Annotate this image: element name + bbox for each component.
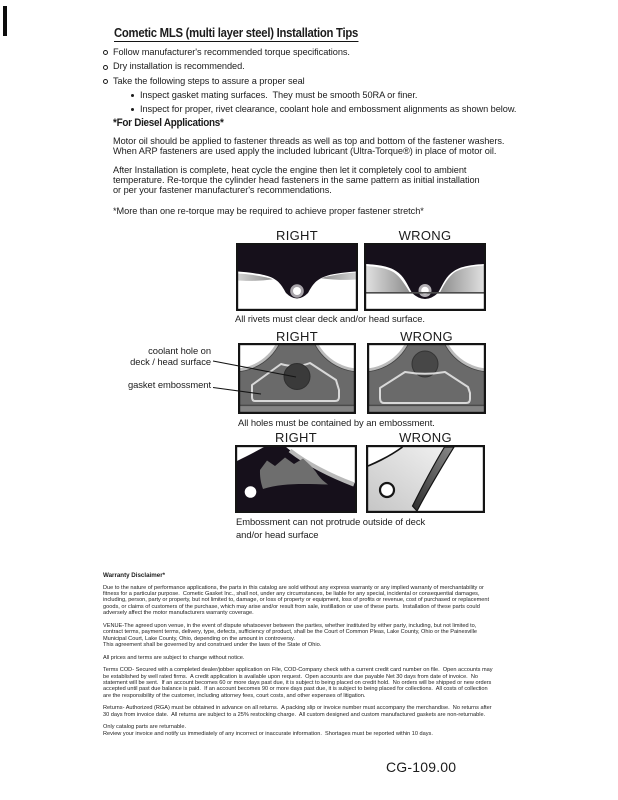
fine-print-line: Due to the nature of performance applications, the parts in this catalog are sold without any express warranty or any implied warranty of merchantability or (103, 584, 484, 591)
row1-right-label: RIGHT (276, 227, 318, 243)
installation-tips-list (103, 45, 350, 88)
bolt-hole (380, 483, 394, 497)
installation-tips-sublist (131, 88, 516, 117)
fine-print-line: are the responsibility of the customer, including attorney fees, court costs, and other expenses of litigation. (103, 692, 366, 699)
fine-print-line: statement will be sent. If an account becomes 60 or more days past due, it is subject to being placed on credit hold. No orders will be shipped or new orders (103, 679, 492, 686)
fine-print-line: VENUE-The agreed upon venue, in the event of dispute whatsoever between the parties, whether instituted by either party, including, but not limited to, (103, 622, 477, 629)
row2-wrong-label: WRONG (400, 328, 453, 344)
diagram-row3-right (235, 445, 357, 513)
fine-print-line: Only catalog parts are returnable. (103, 724, 187, 731)
row2-right-label: RIGHT (276, 328, 318, 344)
bolt-hole (245, 486, 257, 498)
fine-print-line: Returns- Authorized (RGA) must be obtained in advance on all returns. A packing slip or invoice number must accompany the merchandise. No returns after (103, 705, 492, 712)
diesel-paragraph-2 (113, 165, 480, 195)
paragraph-line: temperature. Re-torque the cylinder head fasteners in the same pattern as initial installation (113, 174, 480, 185)
fine-print-line: be established by well rated firms. A credit application is available upon request. Open accounts are due payable Net 30 days from date of invoice. No (103, 673, 478, 680)
legal-section (103, 572, 521, 743)
tip-item: Take the following steps to assure a proper seal (103, 74, 350, 88)
page-number: CG-109.00 (386, 759, 457, 775)
fine-print-line: adversely affect the motor manufacturers warranty coverage. (103, 610, 254, 617)
fine-print-line: fitness for a particular purpose. Cometic Gasket Inc., shall not, under any circumstances, be liable for any special, incidental or consequential damages, (103, 590, 480, 597)
diagram-row1-right (236, 243, 358, 311)
paragraph-line: After Installation is complete, heat cycle the engine then let it completely cool to ambient (113, 164, 467, 175)
fine-print-line: All prices and terms are subject to change without notice. (103, 654, 245, 661)
diagram-row3-wrong (366, 445, 485, 513)
catalog-parts-paragraph (103, 724, 521, 737)
gasket-embossment-annotation: gasket embossment (127, 378, 211, 390)
tip-item: Dry installation is recommended. (103, 59, 350, 73)
deck-bottom-strip (369, 406, 484, 412)
caption-line: Embossment can not protrude outside of deck (236, 516, 426, 527)
row3-right-label: RIGHT (275, 430, 317, 445)
diesel-applications-heading: *For Diesel Applications* (113, 117, 224, 129)
returns-paragraph (103, 705, 521, 718)
diesel-paragraph-1 (113, 136, 504, 156)
tip-item: Follow manufacturer's recommended torque specifications. (103, 45, 350, 59)
annotation-line: coolant hole on (148, 344, 211, 356)
fine-print-line: This agreement shall be governed by and construed under the laws of the State of Ohio. (103, 641, 322, 648)
caption-line: and/or head surface (236, 529, 319, 540)
scan-artifact-mark (3, 6, 7, 36)
fine-print-line: including, person, party or property, but not limited to, damage, or loss of property or equipment, loss of profits or revenue, cost of purchased or replacement (103, 597, 490, 604)
fine-print-line: contract terms, payment terms, delivery, type, defects, sufficiency of product, shall be the Court of Common Pleas, Lake County, Ohio or the Painesville (103, 629, 478, 636)
fine-print-line: 30 days from invoice date. All returns are subject to a 25% restocking charge. All custom designed and custom manufactured gaskets are non-returnable. (103, 711, 486, 718)
rivet (290, 284, 304, 298)
fine-print-line: Review your invoice and notify us immediately of any incorrect or inaccurate information. Shortages must be reported within 10 days. (103, 730, 433, 737)
paragraph-line: or per your fastener manufacturer's recommendations. (113, 184, 332, 195)
venue-paragraph (103, 623, 521, 649)
warranty-disclaimer-heading: Warranty Disclaimer* (103, 572, 166, 579)
coolant-hole-annotation (96, 345, 211, 367)
row1-wrong-label: WRONG (398, 227, 452, 243)
diagram-row2-right (238, 343, 356, 414)
annotation-line: deck / head surface (130, 355, 211, 367)
diagram-row1-wrong (364, 243, 486, 311)
row2-caption: All holes must be contained by an embossment. (238, 416, 435, 428)
deck-bottom-strip (240, 406, 354, 412)
tip-subitem: Inspect for proper, rivet clearance, coolant hole and embossment alignments as shown below. (131, 102, 516, 116)
page-title: Cometic MLS (multi layer steel) Installation Tips (114, 25, 359, 40)
rivet (419, 284, 432, 297)
row3-caption (236, 515, 425, 541)
fine-print-line: goods, or claims of customers of the purchase, which may arise and/or result from sale, instillation or use of these parts. Installation of these parts could (103, 603, 480, 610)
tip-subitem: Inspect gasket mating surfaces. They must be smooth 50RA or finer. (131, 88, 516, 102)
diagram-row2-wrong (367, 343, 486, 414)
row1-caption: All rivets must clear deck and/or head surface. (235, 312, 425, 324)
row3-wrong-label: WRONG (399, 430, 452, 445)
paragraph-line: Motor oil should be applied to fastener threads as well as top and bottom of the fastener washers. (113, 135, 505, 146)
terms-paragraph (103, 667, 521, 699)
prices-paragraph (103, 655, 521, 661)
warranty-paragraph (103, 585, 521, 617)
fine-print-line: Terms COD- Secured with a completed dealer/jobber application on File, COD-Company check with a current credit card number on file. Open accounts may (103, 667, 493, 674)
coolant-hole (284, 364, 310, 390)
fine-print-line: accepted until past due balance is paid. If an account becomes 90 or more days past due, it is subject to being placed for collections. All costs of collection (103, 686, 488, 693)
retorque-note: *More than one re-torque may be required to achieve proper fastener stretch* (113, 205, 424, 216)
fine-print-line: Municipal Court, Lake County, Ohio, depending on the amount in controversy. (103, 635, 295, 642)
paragraph-line: When ARP fasteners are used apply the included lubricant (Ultra-Torque®) in place of motor oil. (113, 145, 497, 156)
